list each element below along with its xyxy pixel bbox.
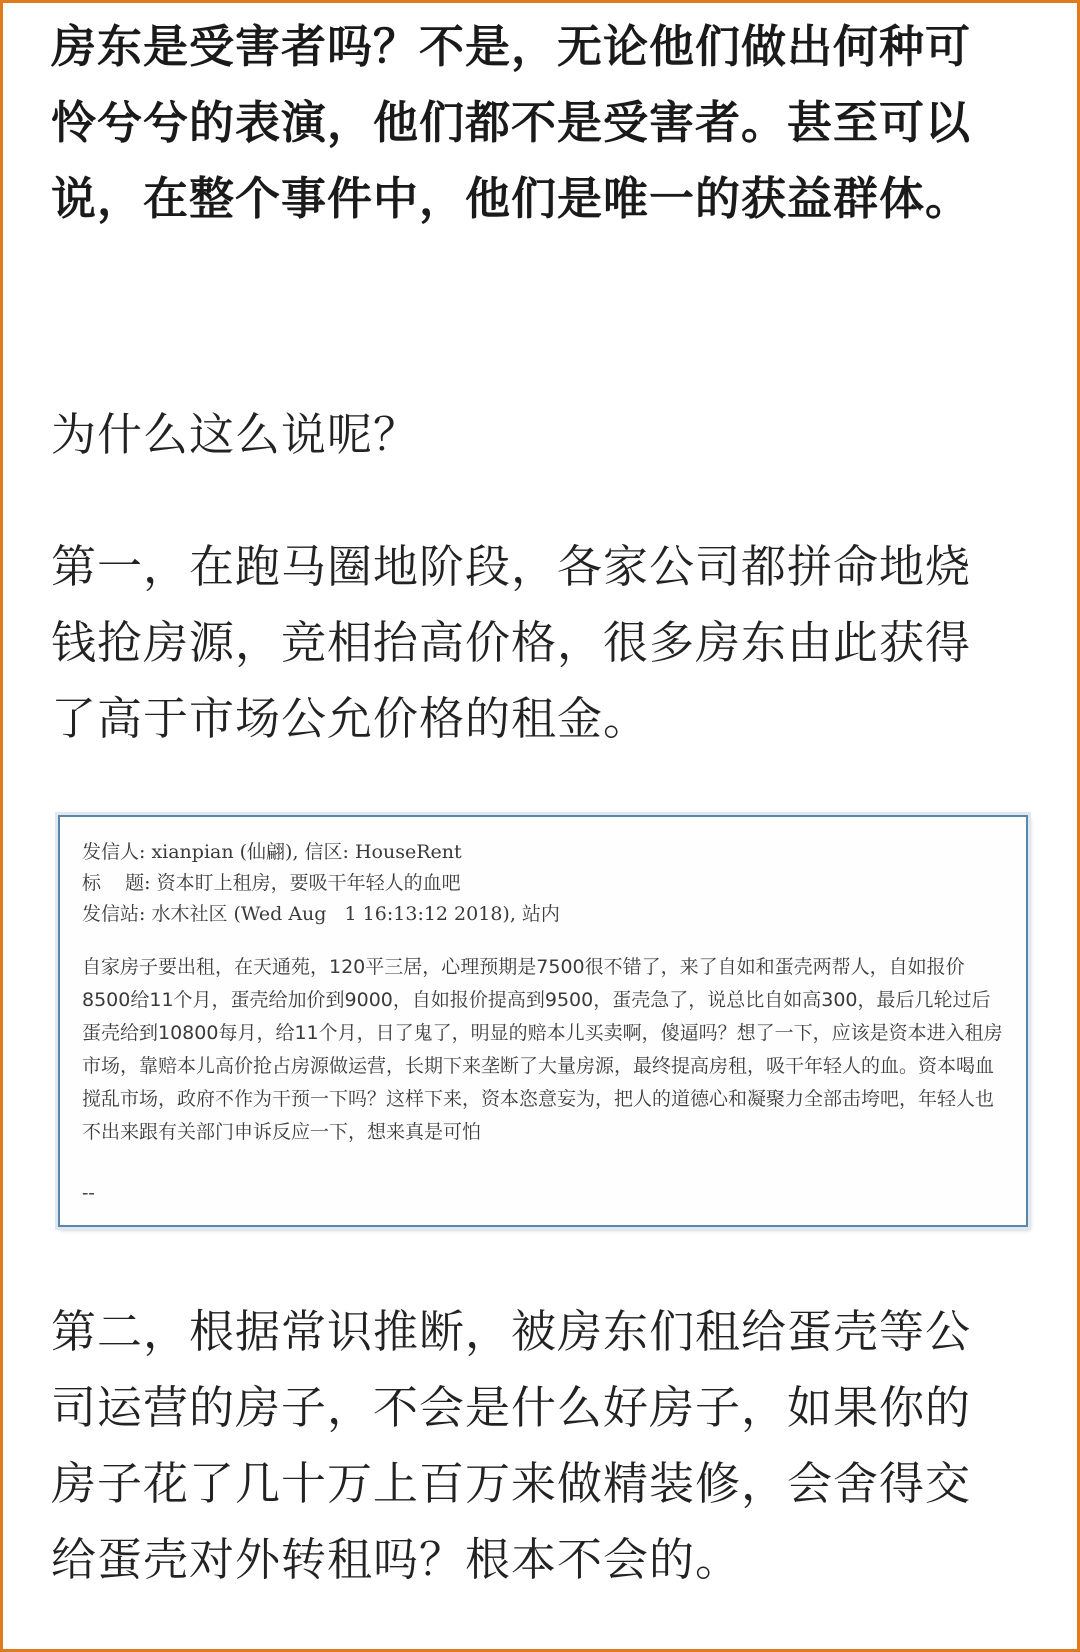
post-title: 标 题: 资本盯上租房，要吸干年轻人的血吧 bbox=[82, 872, 461, 894]
paragraph-landlords-not-victims: 房东是受害者吗？不是，无论他们做出何种可怜兮兮的表演，他们都不是受害者。甚至可以说，在整个事件中，他们是唯一的获益群体。 bbox=[51, 20, 972, 225]
paragraph-first-point: 第一，在跑马圈地阶段，各家公司都拼命地烧钱抢房源，竞相抬高价格，很多房东由此获得了高于市场公允价格的租金。 bbox=[51, 540, 972, 745]
post-signature-separator: -- bbox=[82, 1182, 95, 1204]
paragraph-second-point: 第二，根据常识推断，被房东们租给蛋壳等公司运营的房子，不会是什么好房子，如果你的房子花了几十万上百万来做精装修，会舍得交给蛋壳对外转租吗？根本不会的。 bbox=[51, 1305, 972, 1586]
post-station: 发信站: 水木社区 (Wed Aug 1 16:13:12 2018), 站内 bbox=[82, 903, 560, 925]
post-sender: 发信人: xianpian (仙翩), 信区: HouseRent bbox=[82, 841, 462, 863]
forum-post-body: 自家房子要出租，在天通苑，120平三居，心理预期是7500很不错了，来了自如和蛋壳两帮人，自如报价8500给11个月，蛋壳给加价到9000，自如报价提高到9500，蛋壳急了，说总比自如高300，最后几轮过后蛋壳给到10800每月，给11个月，日了鬼了，明显的赔本儿买卖啊，傻逼吗？想了一下，应该是资本进入租房市场，靠赔本儿高价抢占房源做运营，长期下来垄断了大量房源，最终提高房租，吸干年轻人的血。资本喝血搅乱市场，政府不作为干预一下吗？这样下来，资本恣意妄为，把人的道德心和凝聚力全部击垮吧，年轻人也不出来跟有关部门申诉反应一下，想来真是可怕 bbox=[82, 956, 1003, 1143]
paragraph-why: 为什么这么说呢？ bbox=[51, 408, 420, 461]
forum-post-header bbox=[82, 837, 982, 930]
forum-post-screenshot bbox=[58, 815, 1028, 1227]
